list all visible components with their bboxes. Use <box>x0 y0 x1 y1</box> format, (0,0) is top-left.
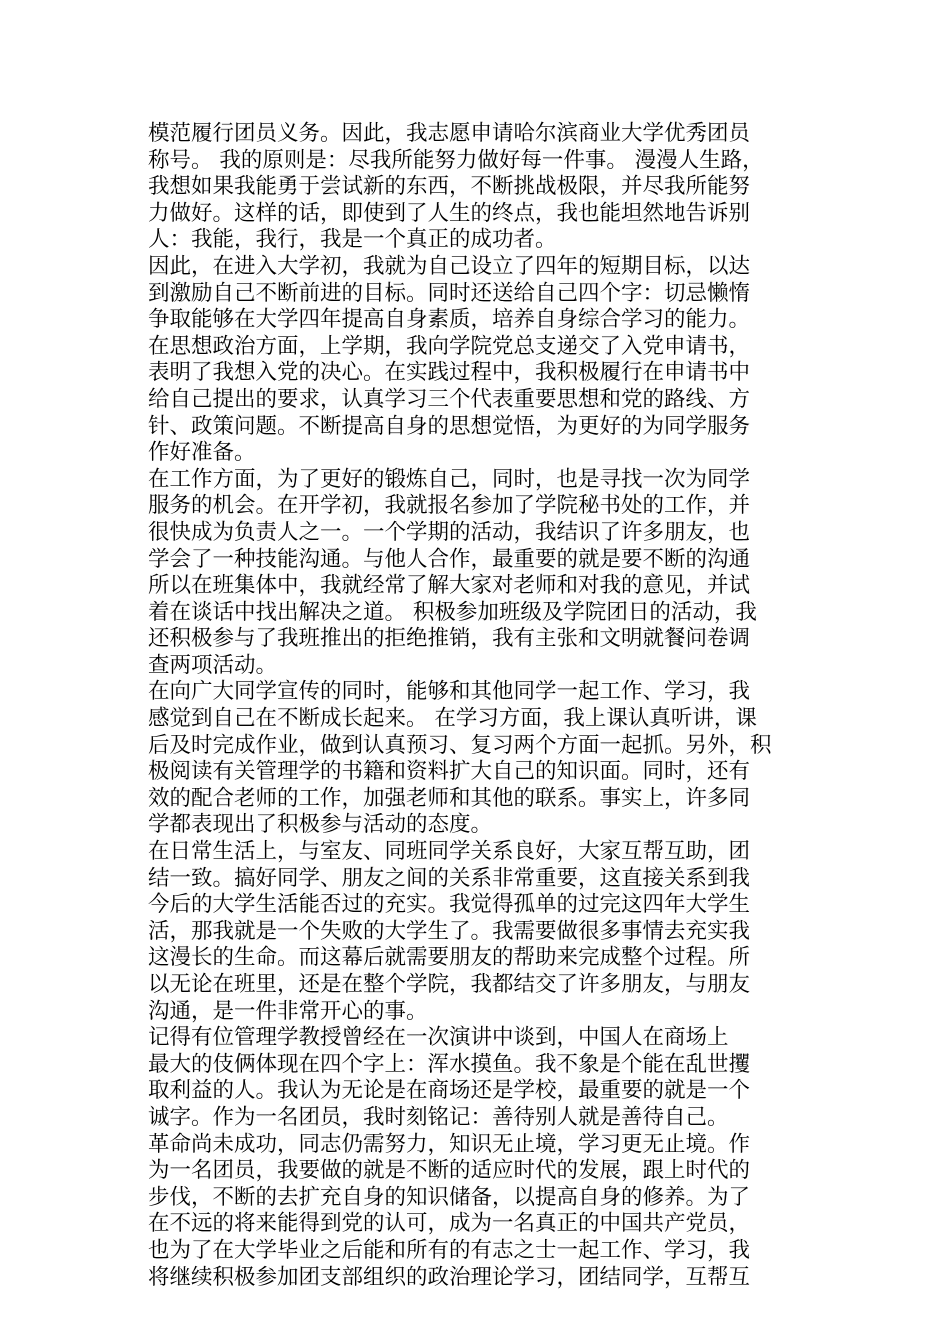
text-line: 人：我能，我行，我是一个真正的成功者。 <box>148 227 557 253</box>
text-line: 以无论在班里，还是在整个学院，我都结交了许多朋友，与朋友 <box>148 972 751 997</box>
text-line: 今后的大学生活能否过的充实。我觉得孤单的过完这四年大学生 <box>148 892 751 918</box>
text-line: 为一名团员，我要做的就是不断的适应时代的发展，跟上时代的 <box>148 1158 751 1184</box>
text-line: 最大的伎俩体现在四个字上：浑水摸鱼。我不象是个能在乱世攫 <box>148 1051 751 1077</box>
text-line: 取利益的人。我认为无论是在商场还是学校，最重要的就是一个 <box>148 1078 751 1104</box>
text-line: 模范履行团员义务。因此，我志愿申请哈尔滨商业大学优秀团员 <box>148 121 751 146</box>
text-line: 活，那我就是一个失败的大学生了。我需要做很多事情去充实我 <box>148 918 751 944</box>
text-line: 这漫长的生命。而这幕后就需要朋友的帮助来完成整个过程。所 <box>148 945 751 971</box>
text-line: 结一致。搞好同学、朋友之间的关系非常重要，这直接关系到我 <box>148 865 751 891</box>
text-line: 也为了在大学毕业之后能和所有的有志之士一起工作、学习，我 <box>148 1237 751 1263</box>
text-line: 查两项活动。 <box>148 652 278 678</box>
text-line: 记得有位管理学教授曾经在一次演讲中谈到，中国人在商场上 <box>148 1025 729 1051</box>
text-line: 诚字。作为一名团员，我时刻铭记：善待别人就是善待自己。 <box>148 1104 729 1130</box>
text-line: 作好准备。 <box>148 440 256 466</box>
text-line: 争取能够在大学四年提高自身素质，培养自身综合学习的能力。 <box>148 307 751 333</box>
text-line: 力做好。这样的话，即使到了人生的终点，我也能坦然地告诉别 <box>148 200 751 226</box>
text-line: 将继续积极参加团支部组织的政治理论学习，团结同学，互帮互 <box>148 1264 751 1290</box>
text-line: 学都表现出了积极参与活动的态度。 <box>148 812 493 838</box>
text-line: 后及时完成作业，做到认真预习、复习两个方面一起抓。另外，积 <box>148 732 772 758</box>
text-line: 表明了我想入党的决心。在实践过程中，我积极履行在申请书中 <box>148 360 751 386</box>
text-line: 我想如果我能勇于尝试新的东西，不断挑战极限，并尽我所能努 <box>148 174 751 200</box>
text-line: 革命尚未成功，同志仍需努力，知识无止境，学习更无止境。作 <box>148 1131 751 1157</box>
text-line: 还积极参与了我班推出的拒绝推销，我有主张和文明就餐问卷调 <box>148 626 751 652</box>
text-line: 效的配合老师的工作，加强老师和其他的联系。事实上，许多同 <box>148 785 751 811</box>
text-line: 称号。 我的原则是：尽我所能努力做好每一件事。 漫漫人生路， <box>148 147 764 173</box>
text-line: 学会了一种技能沟通。与他人合作，最重要的就是要不断的沟通 <box>148 546 751 572</box>
text-line: 到激励自己不断前进的目标。同时还送给自己四个字：切忌懒惰 <box>148 280 751 306</box>
text-line: 着在谈话中找出解决之道。 积极参加班级及学院团日的活动，我 <box>148 599 757 625</box>
text-line: 步伐，不断的去扩充自身的知识储备，以提高自身的修养。为了 <box>148 1184 751 1210</box>
text-line: 服务的机会。在开学初，我就报名参加了学院秘书处的工作，并 <box>148 493 751 519</box>
text-line: 沟通，是一件非常开心的事。 <box>148 998 428 1024</box>
text-line: 因此，在进入大学初，我就为自己设立了四年的短期目标，以达 <box>148 253 751 279</box>
text-line: 在思想政治方面，上学期，我向学院党总支递交了入党申请书， <box>148 333 751 359</box>
text-line: 在工作方面，为了更好的锻炼自己，同时，也是寻找一次为同学 <box>148 466 751 492</box>
document-page <box>148 121 808 1291</box>
text-line: 很快成为负责人之一。一个学期的活动，我结识了许多朋友，也 <box>148 519 751 545</box>
text-line: 给自己提出的要求，认真学习三个代表重要思想和党的路线、方 <box>148 386 751 412</box>
text-line: 感觉到自己在不断成长起来。 在学习方面，我上课认真听讲，课 <box>148 706 757 732</box>
text-line: 在日常生活上，与室友、同班同学关系良好，大家互帮互助，团 <box>148 839 751 865</box>
text-line: 极阅读有关管理学的书籍和资料扩大自己的知识面。同时，还有 <box>148 759 751 785</box>
text-line: 所以在班集体中，我就经常了解大家对老师和对我的意见，并试 <box>148 573 751 599</box>
text-line: 在向广大同学宣传的同时，能够和其他同学一起工作、学习，我 <box>148 679 751 705</box>
text-line: 在不远的将来能得到党的认可，成为一名真正的中国共产党员， <box>148 1211 751 1237</box>
text-line: 针、政策问题。不断提高自身的思想觉悟，为更好的为同学服务 <box>148 413 751 439</box>
